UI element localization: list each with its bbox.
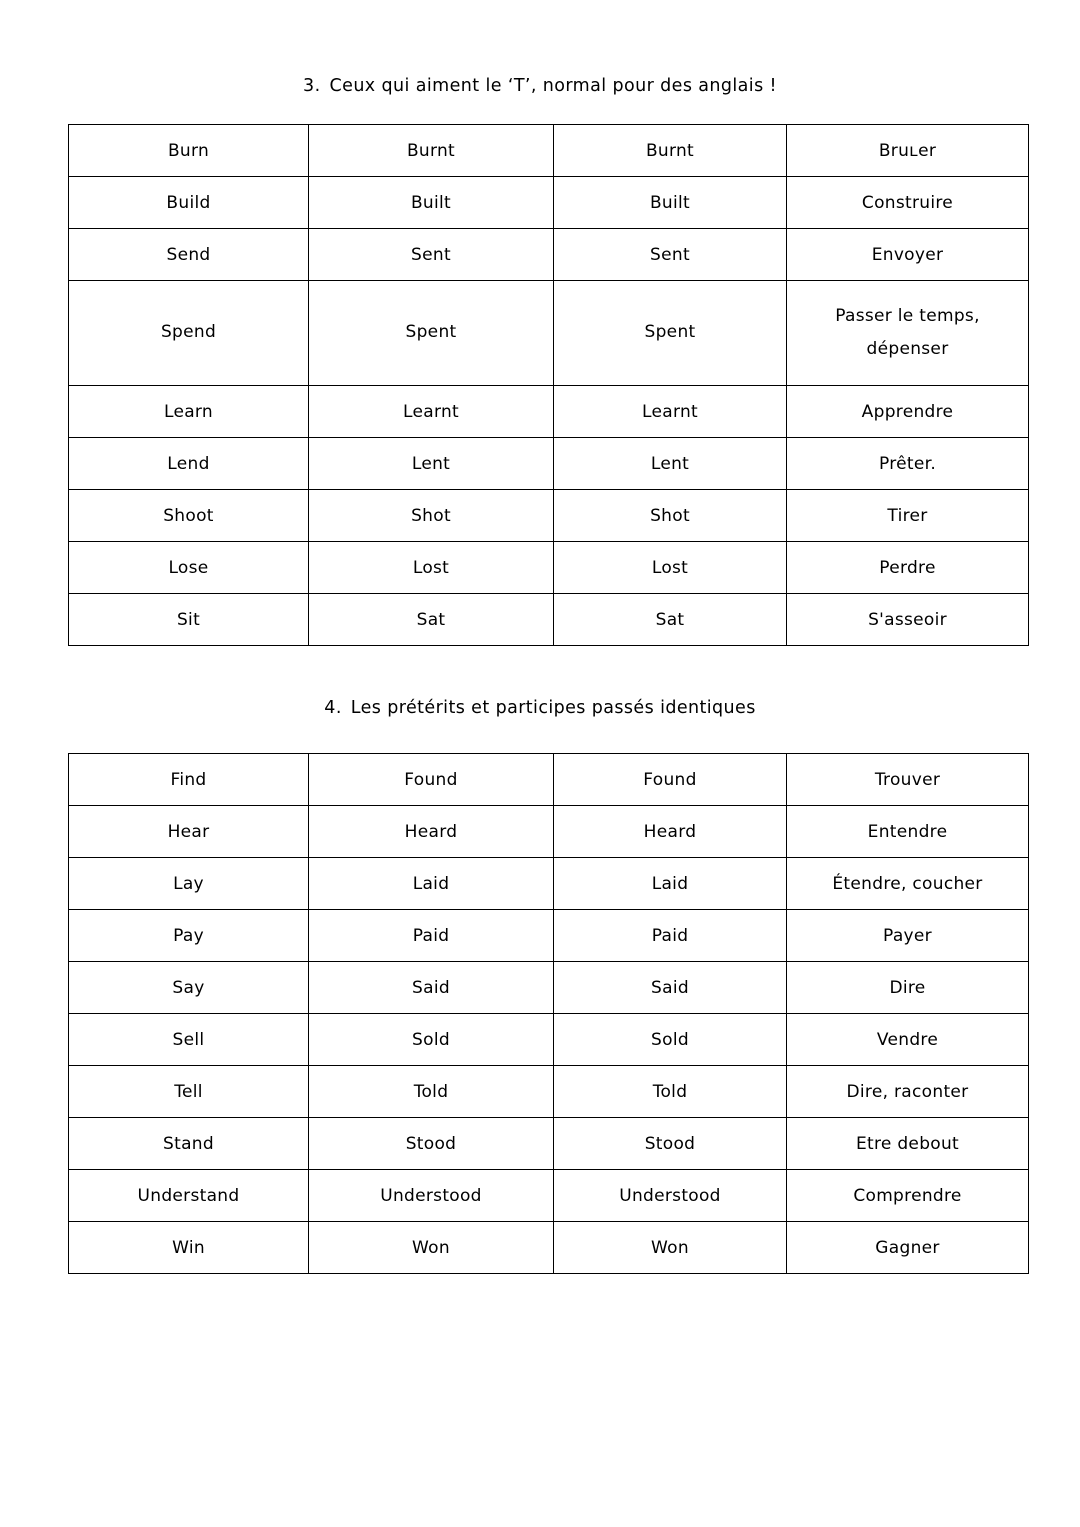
cell-past-participle: Sent (554, 229, 787, 281)
cell-translation: Tirer (787, 490, 1029, 542)
cell-past-participle: Built (554, 177, 787, 229)
cell-translation: Etre debout (787, 1118, 1029, 1170)
cell-past-participle: Heard (554, 806, 787, 858)
cell-base-form: Understand (69, 1170, 309, 1222)
cell-past-participle: Burnt (554, 125, 787, 177)
cell-past-simple: Found (309, 754, 554, 806)
cell-base-form: Hear (69, 806, 309, 858)
cell-translation: Dire, raconter (787, 1066, 1029, 1118)
cell-past-simple: Learnt (309, 386, 554, 438)
table-row (69, 962, 1029, 1014)
cell-past-simple: Lost (309, 542, 554, 594)
cell-past-participle: Spent (554, 281, 787, 386)
cell-translation: Dire (787, 962, 1029, 1014)
cell-past-participle: Shot (554, 490, 787, 542)
cell-translation: Perdre (787, 542, 1029, 594)
cell-past-simple: Spent (309, 281, 554, 386)
cell-translation: Entendre (787, 806, 1029, 858)
table-row (69, 910, 1029, 962)
cell-past-simple: Built (309, 177, 554, 229)
cell-past-participle: Found (554, 754, 787, 806)
cell-past-participle: Paid (554, 910, 787, 962)
table-row (69, 754, 1029, 806)
table-row (69, 1118, 1029, 1170)
cell-past-participle: Learnt (554, 386, 787, 438)
cell-past-simple: Lent (309, 438, 554, 490)
cell-base-form: Say (69, 962, 309, 1014)
table-row (69, 438, 1029, 490)
cell-past-simple: Sent (309, 229, 554, 281)
cell-base-form: Send (69, 229, 309, 281)
cell-past-participle: Won (554, 1222, 787, 1274)
cell-translation: Envoyer (787, 229, 1029, 281)
cell-past-participle: Stood (554, 1118, 787, 1170)
cell-base-form: Pay (69, 910, 309, 962)
cell-translation-line-2: dépenser (866, 339, 949, 359)
cell-past-simple: Sold (309, 1014, 554, 1066)
cell-past-participle: Laid (554, 858, 787, 910)
table-row (69, 1066, 1029, 1118)
verb-table-3 (68, 124, 1029, 646)
table-row (69, 542, 1029, 594)
table-row (69, 1014, 1029, 1066)
cell-base-form: Lay (69, 858, 309, 910)
section-title-4: Les prétérits et participes passés identiques (350, 698, 756, 718)
cell-base-form: Sit (69, 594, 309, 646)
cell-past-participle: Lent (554, 438, 787, 490)
cell-translation: Bruʟer (787, 125, 1029, 177)
cell-past-simple: Heard (309, 806, 554, 858)
cell-past-simple: Shot (309, 490, 554, 542)
cell-base-form: Learn (69, 386, 309, 438)
cell-translation: Payer (787, 910, 1029, 962)
cell-base-form: Burn (69, 125, 309, 177)
cell-past-participle: Sat (554, 594, 787, 646)
cell-base-form: Find (69, 754, 309, 806)
cell-translation: Étendre, coucher (787, 858, 1029, 910)
cell-past-participle: Said (554, 962, 787, 1014)
cell-past-simple: Paid (309, 910, 554, 962)
cell-translation: Comprendre (787, 1170, 1029, 1222)
cell-past-participle: Understood (554, 1170, 787, 1222)
cell-base-form: Tell (69, 1066, 309, 1118)
cell-translation-line-1: Passer le temps, (835, 305, 980, 326)
cell-translation: Construire (787, 177, 1029, 229)
cell-past-participle: Lost (554, 542, 787, 594)
verb-table-3-body (69, 125, 1029, 646)
verb-table-4-body (69, 754, 1029, 1274)
table-row (69, 594, 1029, 646)
cell-base-form: Lend (69, 438, 309, 490)
cell-past-simple: Won (309, 1222, 554, 1274)
cell-base-form: Stand (69, 1118, 309, 1170)
cell-past-participle: Told (554, 1066, 787, 1118)
section-number-3: 3. (303, 76, 321, 96)
section-heading-3 (0, 76, 1080, 96)
cell-past-simple: Laid (309, 858, 554, 910)
cell-past-simple: Stood (309, 1118, 554, 1170)
cell-base-form: Lose (69, 542, 309, 594)
cell-past-simple: Said (309, 962, 554, 1014)
cell-translation (787, 281, 1029, 386)
cell-translation: S'asseoir (787, 594, 1029, 646)
verb-table-4 (68, 753, 1029, 1274)
cell-past-simple: Told (309, 1066, 554, 1118)
cell-base-form: Spend (69, 281, 309, 386)
cell-base-form: Sell (69, 1014, 309, 1066)
table-row (69, 858, 1029, 910)
cell-base-form: Win (69, 1222, 309, 1274)
table-row (69, 229, 1029, 281)
cell-past-simple: Burnt (309, 125, 554, 177)
cell-translation: Gagner (787, 1222, 1029, 1274)
cell-base-form: Build (69, 177, 309, 229)
cell-past-simple: Understood (309, 1170, 554, 1222)
table-row (69, 490, 1029, 542)
cell-translation: Apprendre (787, 386, 1029, 438)
section-heading-4 (0, 698, 1080, 718)
section-title-3: Ceux qui aiment le ‘T’, normal pour des anglais ! (329, 76, 777, 96)
cell-translation: Prêter. (787, 438, 1029, 490)
table-row (69, 125, 1029, 177)
cell-past-simple: Sat (309, 594, 554, 646)
cell-past-participle: Sold (554, 1014, 787, 1066)
cell-translation: Vendre (787, 1014, 1029, 1066)
table-row (69, 177, 1029, 229)
cell-base-form: Shoot (69, 490, 309, 542)
table-row (69, 281, 1029, 386)
table-row (69, 1222, 1029, 1274)
cell-translation: Trouver (787, 754, 1029, 806)
table-row (69, 386, 1029, 438)
section-number-4: 4. (324, 698, 342, 718)
table-row (69, 1170, 1029, 1222)
table-row (69, 806, 1029, 858)
